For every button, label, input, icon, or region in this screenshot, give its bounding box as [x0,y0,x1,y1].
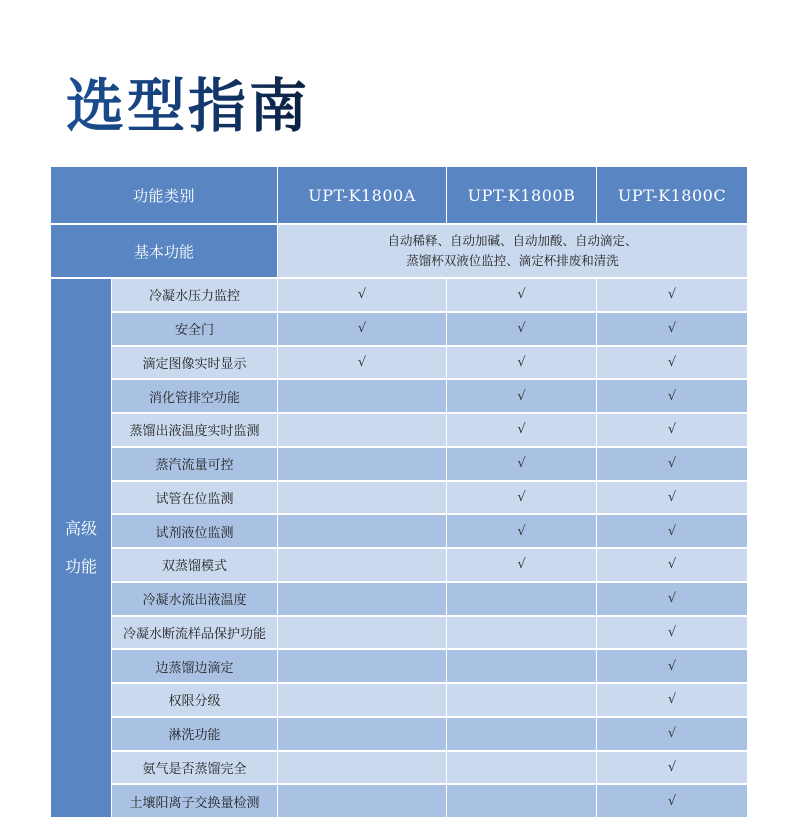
check-mark-model-a [278,549,446,581]
feature-name: 安全门 [112,313,277,345]
basic-function-label: 基本功能 [51,225,277,277]
check-mark-model-a: √ [278,279,446,311]
feature-name: 边蒸馏边滴定 [112,650,277,682]
check-mark-model-a [278,617,446,649]
header-model-b: UPT-K1800B [447,167,596,223]
feature-row-cell [51,414,277,446]
check-mark-model-c: √ [597,752,747,784]
check-mark-model-b [447,752,596,784]
check-mark-model-b [447,650,596,682]
check-mark-model-a [278,380,446,412]
basic-function-line-2: 蒸馏杯双液位监控、滴定杯排废和清洗 [406,253,619,268]
feature-name: 滴定图像实时显示 [112,347,277,379]
check-mark-model-c: √ [597,718,747,750]
feature-row-cell [51,617,277,649]
feature-name: 蒸馏出液温度实时监测 [112,414,277,446]
check-mark-model-c: √ [597,684,747,716]
feature-name: 试剂液位监测 [112,515,277,547]
feature-name: 氨气是否蒸馏完全 [112,752,277,784]
check-mark-model-c: √ [597,414,747,446]
feature-name: 双蒸馏模式 [112,549,277,581]
feature-row-cell [51,684,277,716]
feature-row-cell [51,515,277,547]
check-mark-model-a [278,785,446,817]
feature-row-cell [51,718,277,750]
check-mark-model-c: √ [597,583,747,615]
page-title: 选型指南 [66,68,310,144]
check-mark-model-a [278,414,446,446]
check-mark-model-a [278,482,446,514]
feature-name: 冷凝水断流样品保护功能 [112,617,277,649]
check-mark-model-c: √ [597,347,747,379]
check-mark-model-b: √ [447,448,596,480]
check-mark-model-b: √ [447,515,596,547]
check-mark-model-b: √ [447,549,596,581]
feature-row-cell [51,482,277,514]
feature-row-cell [51,279,277,311]
header-model-c: UPT-K1800C [597,167,747,223]
check-mark-model-b [447,617,596,649]
check-mark-model-c: √ [597,279,747,311]
check-mark-model-c: √ [597,515,747,547]
check-mark-model-c: √ [597,482,747,514]
feature-name: 冷凝水压力监控 [112,279,277,311]
basic-function-description [278,225,747,277]
feature-row-cell [51,549,277,581]
feature-row-cell [51,347,277,379]
advanced-label-line-2: 功能 [64,557,97,576]
check-mark-model-c: √ [597,549,747,581]
advanced-label-line-1: 高级 [64,519,97,538]
check-mark-model-b: √ [447,380,596,412]
check-mark-model-c: √ [597,650,747,682]
check-mark-model-a [278,583,446,615]
feature-row-cell [51,448,277,480]
feature-name: 土壤阳离子交换量检测 [112,785,277,817]
feature-name: 试管在位监测 [112,482,277,514]
feature-row-cell [51,380,277,412]
feature-row-cell [51,785,277,817]
feature-row-cell [51,583,277,615]
feature-name: 淋洗功能 [112,718,277,750]
basic-function-line-1: 自动稀释、自动加碱、自动加酸、自动滴定、 [387,233,638,248]
feature-name: 权限分级 [112,684,277,716]
check-mark-model-a [278,752,446,784]
check-mark-model-b [447,684,596,716]
check-mark-model-c: √ [597,785,747,817]
feature-row-cell [51,313,277,345]
feature-name: 蒸汽流量可控 [112,448,277,480]
check-mark-model-a: √ [278,313,446,345]
selection-table [51,167,744,811]
header-category: 功能类别 [51,167,277,223]
check-mark-model-b [447,785,596,817]
check-mark-model-b: √ [447,482,596,514]
check-mark-model-b: √ [447,313,596,345]
check-mark-model-a [278,650,446,682]
check-mark-model-c: √ [597,313,747,345]
check-mark-model-a: √ [278,347,446,379]
check-mark-model-b [447,718,596,750]
feature-row-cell [51,752,277,784]
check-mark-model-a [278,448,446,480]
check-mark-model-a [278,515,446,547]
check-mark-model-b [447,583,596,615]
feature-name: 冷凝水流出液温度 [112,583,277,615]
feature-name: 消化管排空功能 [112,380,277,412]
check-mark-model-a [278,718,446,750]
feature-row-cell [51,650,277,682]
check-mark-model-c: √ [597,448,747,480]
check-mark-model-b: √ [447,279,596,311]
check-mark-model-a [278,684,446,716]
check-mark-model-c: √ [597,380,747,412]
check-mark-model-b: √ [447,414,596,446]
check-mark-model-c: √ [597,617,747,649]
header-model-a: UPT-K1800A [278,167,446,223]
check-mark-model-b: √ [447,347,596,379]
